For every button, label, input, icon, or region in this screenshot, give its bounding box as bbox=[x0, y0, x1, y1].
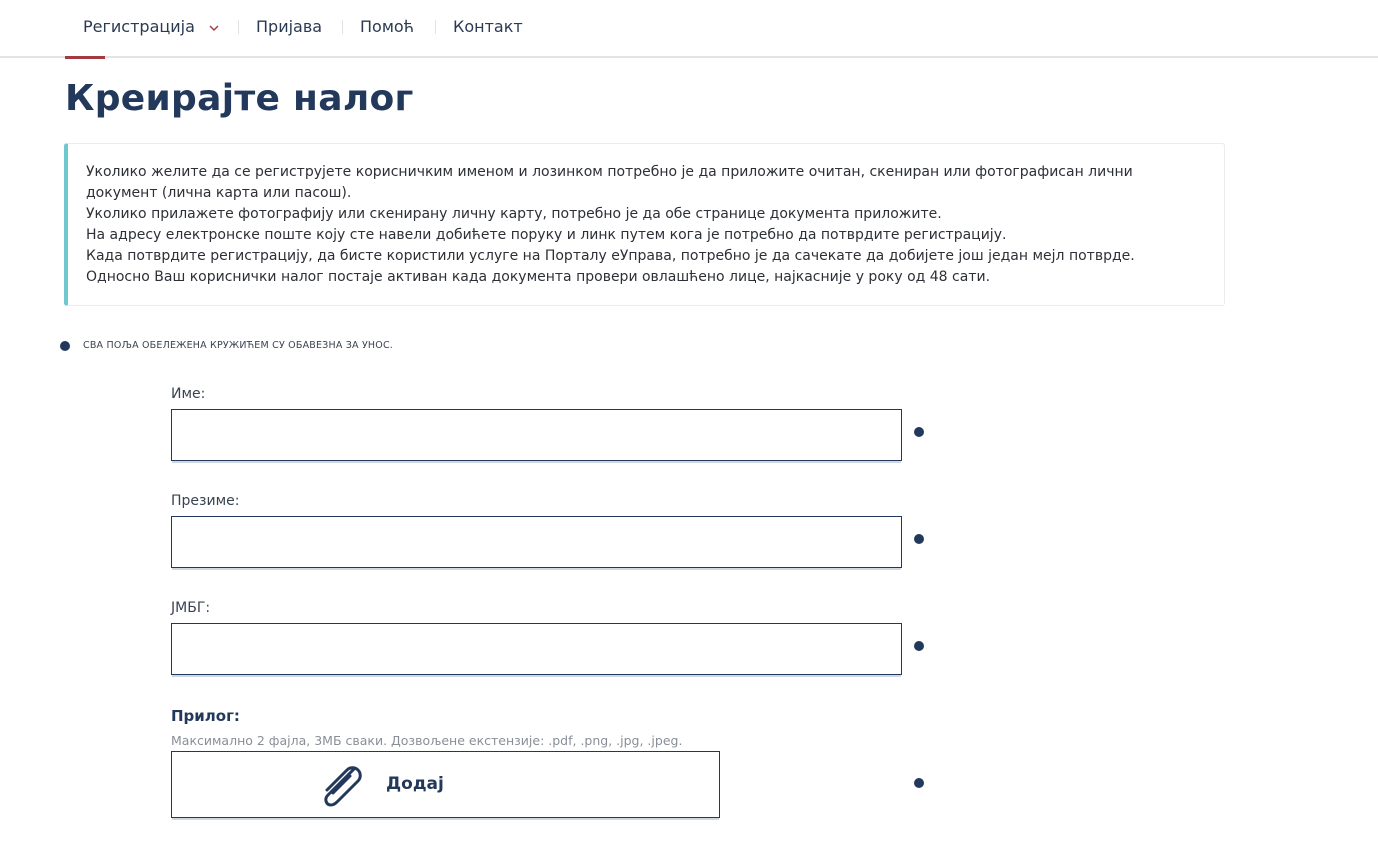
page-title: Креирајте налог bbox=[65, 78, 414, 119]
nav-separator bbox=[238, 20, 239, 34]
required-dot-icon bbox=[60, 341, 70, 351]
paperclip-icon bbox=[314, 761, 368, 809]
info-line: На адресу електронске поште коју сте навели добићете поруку и линк путем кога је потребно да потврдите регистрацију. bbox=[86, 227, 1007, 243]
info-line: Односно Ваш кориснички налог постаје активан када документа провери овлашћено лице, најкасније у року од 48 сати. bbox=[86, 269, 991, 285]
nav-separator bbox=[435, 20, 436, 34]
first-name-input[interactable] bbox=[171, 409, 902, 461]
nav-item-help[interactable]: Помоћ bbox=[360, 17, 415, 36]
attachment-label: Прилог: bbox=[171, 707, 240, 725]
chevron-down-icon[interactable] bbox=[207, 21, 221, 35]
info-box bbox=[64, 143, 1225, 306]
first-name-label: Име: bbox=[171, 386, 206, 402]
info-line: Уколико прилажете фотографију или скенирану личну карту, потребно је да обе странице документа приложите. bbox=[86, 206, 942, 222]
info-line: Уколико желите да се региструјете корисничким именом и лозинком потребно је да приложите очитан, скениран или фотографисан лични bbox=[86, 164, 1133, 180]
info-line: документ (лична карта или пасош). bbox=[86, 185, 352, 201]
nav-separator bbox=[342, 20, 343, 34]
add-attachment-label: Додај bbox=[386, 774, 444, 794]
add-attachment-button[interactable] bbox=[171, 751, 720, 818]
nav-item-contact[interactable]: Контакт bbox=[453, 17, 523, 36]
last-name-input[interactable] bbox=[171, 516, 902, 568]
required-dot-icon bbox=[914, 778, 924, 788]
nav-active-indicator bbox=[65, 56, 105, 59]
required-dot-icon bbox=[914, 427, 924, 437]
jmbg-input[interactable] bbox=[171, 623, 902, 675]
required-dot-icon bbox=[914, 641, 924, 651]
attachment-hint: Максимално 2 фајла, 3МБ сваки. Дозвољене екстензије: .pdf, .png, .jpg, .jpeg. bbox=[171, 733, 683, 748]
top-navigation bbox=[0, 0, 1378, 58]
nav-item-registration[interactable]: Регистрација bbox=[83, 17, 195, 36]
required-fields-note: СВА ПОЉА ОБЕЛЕЖЕНА КРУЖИЋЕМ СУ ОБАВЕЗНА ЗА УНОС. bbox=[83, 340, 394, 351]
last-name-label: Презиме: bbox=[171, 493, 240, 509]
required-dot-icon bbox=[914, 534, 924, 544]
info-line: Када потврдите регистрацију, да бисте користили услуге на Порталу еУправа, потребно је да сачекате да добијете још један мејл потврде. bbox=[86, 248, 1135, 264]
jmbg-label: ЈМБГ: bbox=[171, 600, 211, 616]
nav-item-login[interactable]: Пријава bbox=[256, 17, 323, 36]
